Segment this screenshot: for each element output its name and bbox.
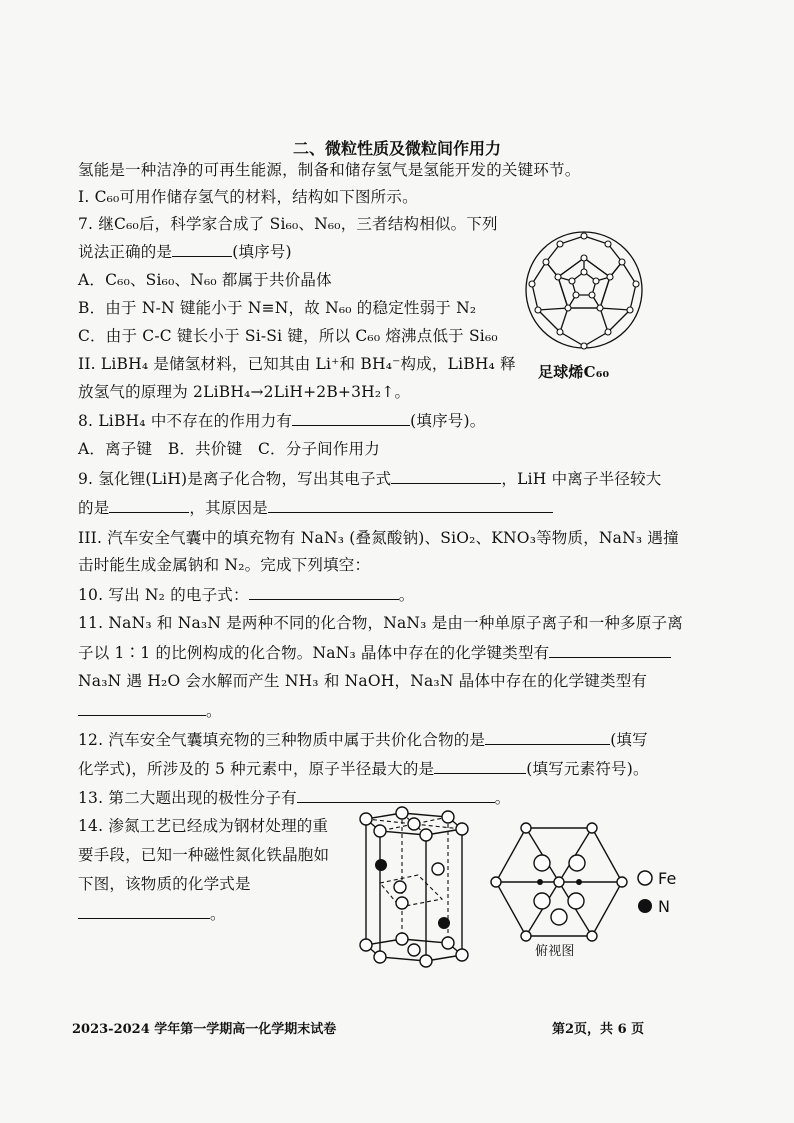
q7-option-b: B．由于 N-N 键能小于 N≡N，故 N₆₀ 的稳定性弱于 N₂	[78, 299, 477, 317]
q11-line1: 11. NaN₃ 和 Na₃N 是两种不同的化合物，NaN₃ 是由一种单原子离子和一种多原子离	[78, 614, 683, 632]
iron-nitride-unit-cell-figure	[344, 803, 476, 978]
legend-fe-label: Fe	[658, 869, 677, 888]
q10-line	[78, 584, 414, 605]
part1-text: I. C₆₀可用作储存氢气的材料，结构如下图所示。	[78, 188, 418, 206]
q10-end: 。	[398, 586, 415, 604]
q8-line1	[78, 410, 485, 431]
q11-nan3-bond-blank[interactable]	[549, 642, 671, 658]
q9-stem-cont: ，LiH 中离子半径较大	[501, 470, 662, 488]
q13-end: 。	[494, 789, 511, 807]
q9-reason-label: ，其原因是	[189, 499, 268, 517]
q12-covalent-blank[interactable]	[485, 729, 610, 745]
q10-answer-blank[interactable]	[249, 584, 399, 600]
q11-stem-2: 子以 1∶1 的比例构成的化合物。NaN₃ 晶体中存在的化学键类型有	[78, 644, 550, 662]
q8-stem: 8. LiBH₄ 中不存在的作用力有	[78, 412, 293, 430]
legend-n-label: N	[658, 897, 671, 916]
q13-answer-blank[interactable]	[297, 787, 495, 803]
footer-exam-title: 2023-2024 学年第一学期高一化学期末试卷	[72, 1022, 337, 1037]
top-view-caption: 俯视图	[535, 944, 575, 959]
part3-line2: 击时能生成金属钠和 N₂。完成下列填空：	[78, 556, 371, 574]
q8-hint: (填序号)。	[410, 412, 486, 430]
q8-answer-blank[interactable]	[292, 410, 410, 426]
q8-options: A．离子键 B．共价键 C．分子间作用力	[78, 440, 380, 458]
q7-option-c: C．由于 C-C 键长小于 Si-Si 键，所以 C₆₀ 熔沸点低于 Si₆₀	[78, 327, 498, 345]
q7-option-a: A．C₆₀、Si₆₀、N₆₀ 都属于共价晶体	[78, 271, 332, 289]
q11-na3n-bond-blank[interactable]	[78, 700, 206, 716]
q14-line2: 要手段，已知一种磁性氮化铁晶胞如	[78, 846, 330, 864]
q11-end: 。	[206, 702, 222, 720]
q12-line1	[78, 729, 648, 750]
intro-text: 氢能是一种洁净的可再生能源，制备和储存氢气是氢能开发的关键环节。	[78, 161, 581, 179]
q12-stem-2: 化学式)，所涉及的 5 种元素中，原子半径最大的是	[78, 760, 435, 778]
q7-line2	[78, 241, 292, 262]
q9-reason-blank[interactable]	[268, 497, 553, 513]
q12-hint-2: (填写元素符号)。	[526, 760, 649, 778]
q12-line2	[78, 758, 649, 779]
q10-stem: 10. 写出 N₂ 的电子式：	[78, 586, 249, 604]
q11-line3: Na₃N 遇 H₂O 会水解而产生 NH₃ 和 NaOH，Na₃N 晶体中存在的化学键类型有	[78, 672, 648, 690]
q12-element-blank[interactable]	[434, 758, 526, 774]
q12-stem: 12. 汽车安全气囊填充物的三种物质中属于共价化合物的是	[78, 731, 486, 749]
q7-line1: 7. 继C₆₀后，科学家合成了 Si₆₀、N₆₀，三者结构相似。下列	[78, 215, 498, 233]
q14-end: 。	[210, 905, 226, 923]
q14-line3: 下图，该物质的化学式是	[78, 875, 251, 893]
footer-page-number: 第2页，共 6 页	[552, 1022, 645, 1037]
c60-structure-figure	[512, 228, 662, 360]
q12-hint-1: (填写	[610, 731, 648, 749]
q14-line4	[78, 903, 226, 924]
q9-larger-ion-blank[interactable]	[109, 497, 189, 513]
q11-line2	[78, 642, 671, 663]
q7-hint: (填序号)	[232, 243, 292, 261]
section-title: 二、微粒性质及微粒间作用力	[292, 139, 501, 158]
part2-line1: II. LiBH₄ 是储氢材料，已知其由 Li⁺和 BH₄⁻构成，LiBH₄ 释	[78, 355, 516, 373]
q9-line2	[78, 497, 553, 518]
n-legend-icon	[638, 899, 652, 913]
q7-stem: 说法正确的是	[78, 243, 173, 261]
part3-line1: III. 汽车安全气囊中的填充物有 NaN₃ (叠氮酸钠)、SiO₂、KNO₃等物质，NaN₃ 遇撞	[78, 529, 679, 547]
q13-stem: 13. 第二大题出现的极性分子有	[78, 789, 297, 807]
q9-electron-formula-blank[interactable]	[391, 468, 501, 484]
q7-answer-blank[interactable]	[172, 241, 232, 257]
q14-line1: 14. 渗氮工艺已经成为钢材处理的重	[78, 817, 329, 835]
part2-line2: 放氢气的原理为 2LiBH₄→2LiH+2B+3H₂↑。	[78, 383, 411, 401]
q9-stem: 9. 氢化锂(LiH)是离子化合物，写出其电子式	[78, 470, 392, 488]
q9-line1	[78, 468, 662, 489]
fe-legend-icon	[638, 871, 652, 885]
q9-larger-ion-label: 的是	[78, 499, 110, 517]
top-view-figure	[494, 825, 624, 940]
q11-line4	[78, 700, 222, 721]
legend-symbols	[636, 869, 656, 915]
q14-formula-blank[interactable]	[78, 903, 210, 919]
c60-caption: 足球烯C₆₀	[538, 363, 610, 381]
